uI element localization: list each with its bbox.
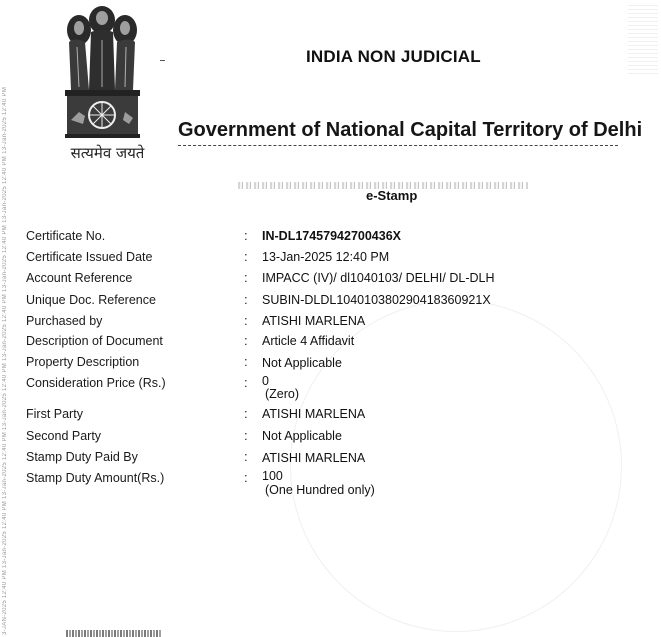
colon: : [244, 406, 248, 421]
colon: : [244, 292, 248, 307]
side-watermark-text: 3-JAN-2025 12:40 PM 13-Jan-2025 12:40 PM 13-Jan-2025 12:40 PM 13-Jan-2025 12:40 PM 13-Jan-2025 12:40 PM 13-Jan-2025 12:40 PM 13-Jan-2025 12:40 PM 13-Jan-2025 12:40 PM [2, 86, 8, 635]
consideration-price-value: 0 [262, 374, 269, 388]
colon: : [244, 228, 248, 243]
title-underline [178, 145, 618, 146]
divider [160, 60, 165, 61]
stamp-duty-paid-by-value: ATISHI MARLENA [262, 451, 366, 465]
unique-doc-reference-value: SUBIN-DLDL104010380290418360921X [262, 293, 491, 307]
purchased-by-label: Purchased by [26, 314, 103, 328]
scan-noise [628, 4, 658, 74]
certificate-no-value: IN-DL17457942700436X [262, 229, 401, 243]
consideration-price-label: Consideration Price (Rs.) [26, 376, 166, 390]
colon: : [244, 449, 248, 464]
colon: : [244, 375, 248, 390]
government-title: Government of National Capital Territory of Delhi [178, 119, 643, 141]
stamp-duty-paid-by-label: Stamp Duty Paid By [26, 450, 138, 464]
colon: : [244, 333, 248, 348]
second-party-value: Not Applicable [262, 429, 342, 443]
stamp-duty-amount-label: Stamp Duty Amount(Rs.) [26, 471, 165, 485]
issued-date-value: 13-Jan-2025 12:40 PM [262, 250, 390, 264]
second-party-label: Second Party [26, 429, 102, 443]
colon: : [244, 270, 248, 285]
issued-date-label: Certificate Issued Date [26, 250, 153, 264]
purchased-by-value: ATISHI MARLENA [262, 314, 366, 328]
stamp-duty-amount-value: 100 [262, 469, 283, 483]
colon: : [244, 354, 248, 369]
property-description-label: Property Description [26, 355, 140, 369]
colon: : [244, 249, 248, 264]
consideration-price-words: (Zero) [265, 387, 300, 401]
colon: : [244, 313, 248, 328]
first-party-value: ATISHI MARLENA [262, 407, 366, 421]
national-emblem-icon [55, 2, 150, 142]
emblem-motto: सत्यमेव जयते [70, 144, 145, 162]
colon: : [244, 428, 248, 443]
page-title: INDIA NON JUDICIAL [306, 47, 481, 66]
first-party-label: First Party [26, 407, 83, 421]
stamp-duty-amount-words: (One Hundred only) [265, 483, 375, 497]
faint-seal [290, 300, 622, 632]
property-description-value: Not Applicable [262, 356, 342, 370]
account-reference-label: Account Reference [26, 271, 133, 285]
colon: : [244, 470, 248, 485]
certificate-no-label: Certificate No. [26, 229, 106, 243]
microprint-strip [66, 630, 161, 637]
unique-doc-reference-label: Unique Doc. Reference [26, 293, 156, 307]
description-of-document-label: Description of Document [26, 334, 163, 348]
description-of-document-value: Article 4 Affidavit [262, 334, 355, 348]
account-reference-value: IMPACC (IV)/ dl1040103/ DELHI/ DL-DLH [262, 271, 495, 285]
estamp-label: e-Stamp [366, 188, 418, 203]
